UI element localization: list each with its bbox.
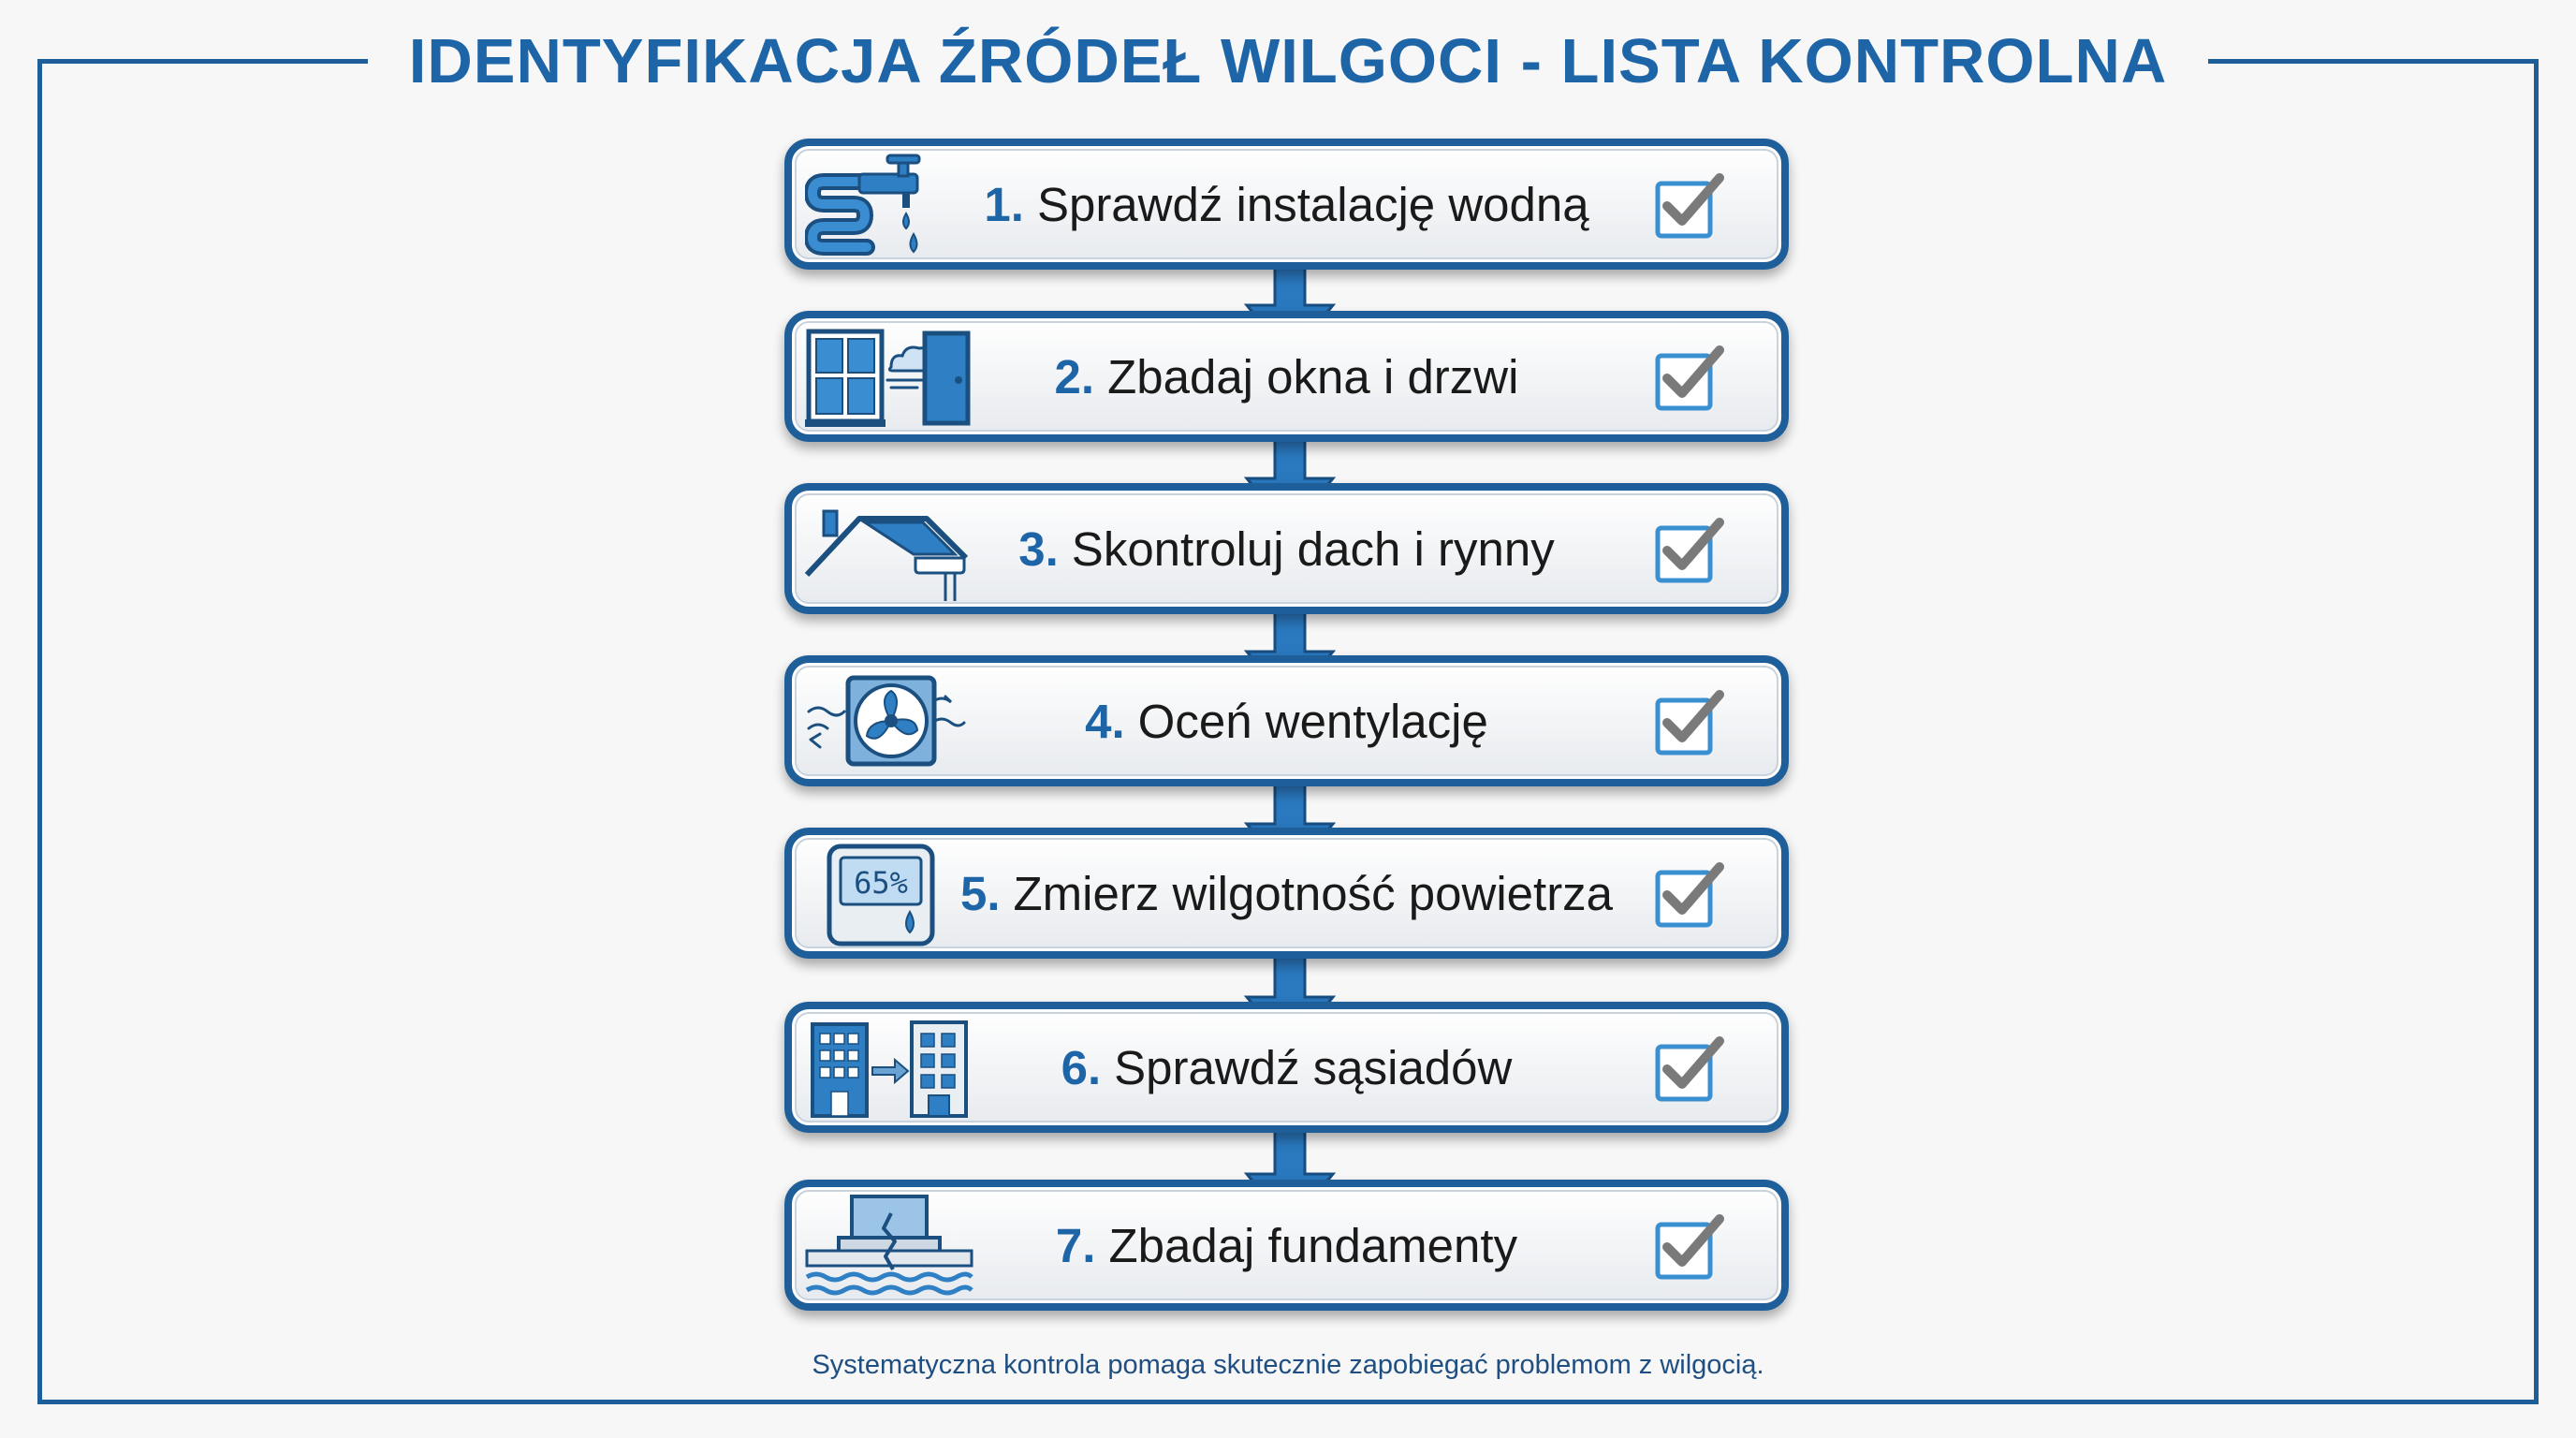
checklist-step-3 (784, 483, 1789, 614)
checkbox-checked-icon[interactable] (1654, 689, 1725, 756)
step-number: 7. (1055, 1218, 1096, 1272)
step-text: Zmierz wilgotność powietrza (1013, 866, 1614, 920)
step-text: Zbadaj fundamenty (1108, 1218, 1518, 1272)
cracked-foundation-icon (805, 1195, 973, 1299)
checklist-step-1 (784, 139, 1789, 270)
checklist-step-6 (784, 1002, 1789, 1133)
hygrometer-display: 65% (854, 865, 908, 901)
neighbor-buildings-icon (805, 1017, 973, 1122)
checklist-step-7 (784, 1180, 1789, 1311)
step-label (970, 1009, 1603, 1125)
step-text: Sprawdź instalację wodną (1036, 177, 1589, 231)
step-label (970, 146, 1603, 262)
checkbox-checked-icon[interactable] (1654, 517, 1725, 584)
checkbox-checked-icon[interactable] (1654, 345, 1725, 412)
checkbox-checked-icon[interactable] (1654, 861, 1725, 929)
checklist-step-2 (784, 311, 1789, 442)
step-text: Skontroluj dach i rynny (1071, 521, 1555, 576)
step-number: 2. (1054, 349, 1095, 404)
checkbox-checked-icon[interactable] (1654, 1213, 1725, 1281)
checklist-step-5 (784, 828, 1789, 959)
step-label (970, 491, 1603, 607)
page-title: IDENTYFIKACJA ŹRÓDEŁ WILGOCI - LISTA KONTROLNA (368, 24, 2208, 99)
ventilation-fan-icon (805, 670, 973, 775)
step-number: 5. (959, 866, 1001, 920)
step-label (970, 663, 1603, 779)
step-number: 4. (1085, 694, 1125, 748)
step-text: Zbadaj okna i drzwi (1107, 349, 1519, 404)
hygrometer-icon (805, 843, 973, 947)
footnote: Systematyczna kontrola pomaga skutecznie zapobiegać problemom z wilgocią. (812, 1350, 1764, 1380)
step-label (970, 318, 1603, 434)
step-number: 3. (1018, 521, 1059, 576)
faucet-pipe-icon (805, 154, 973, 258)
step-number: 1. (984, 177, 1024, 231)
checkbox-checked-icon[interactable] (1654, 172, 1725, 240)
step-number: 6. (1061, 1040, 1102, 1094)
step-label (970, 1187, 1603, 1303)
roof-gutter-icon (805, 498, 973, 603)
checkbox-checked-icon[interactable] (1654, 1035, 1725, 1103)
window-door-icon (805, 326, 973, 431)
step-text: Oceń wentylację (1137, 694, 1488, 748)
step-label (959, 835, 1614, 951)
checklist-step-4 (784, 655, 1789, 786)
step-text: Sprawdź sąsiadów (1114, 1040, 1513, 1094)
